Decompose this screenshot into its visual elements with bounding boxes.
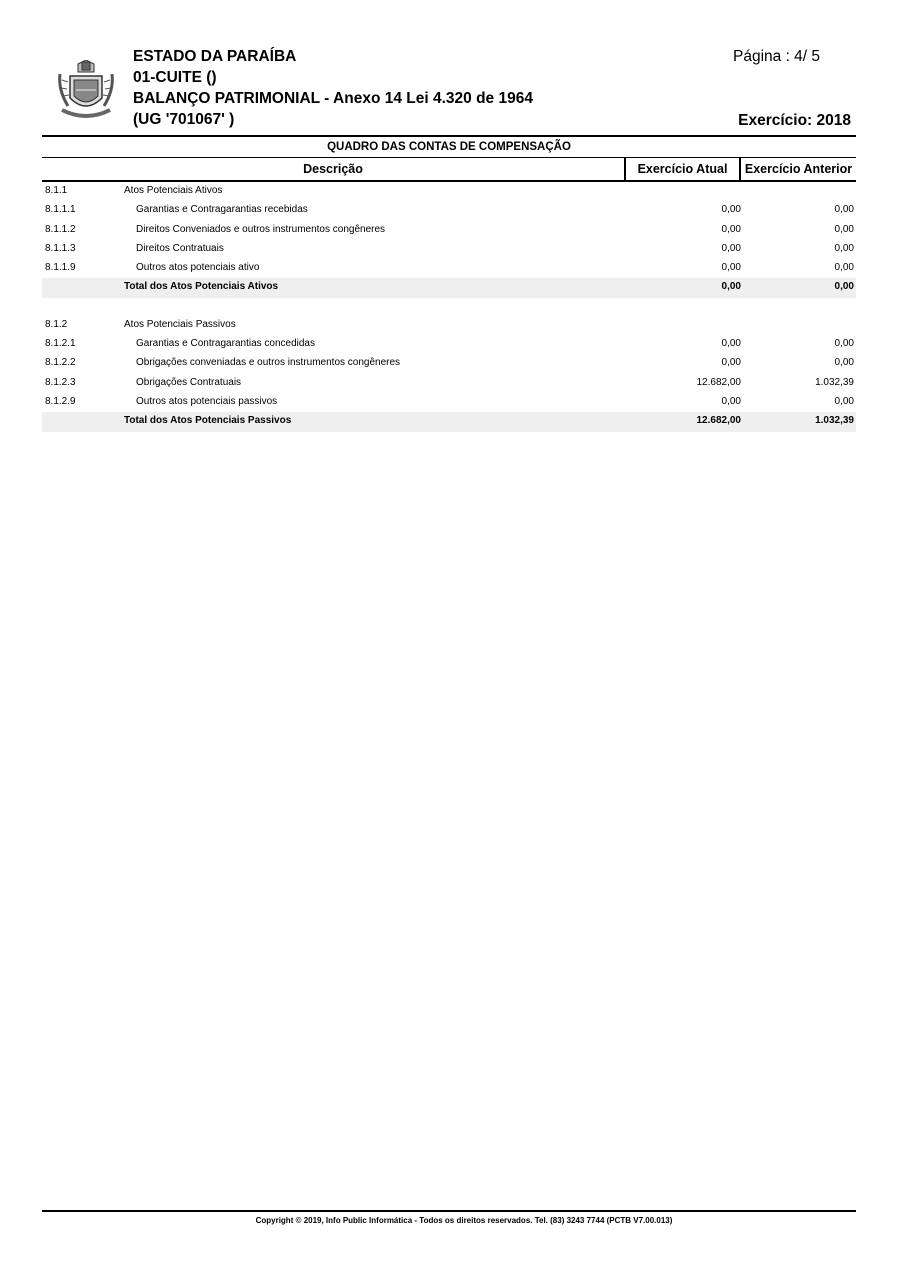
account-description: Obrigações conveniadas e outros instrumentos congêneres — [136, 357, 401, 369]
previous-value: 0,00 — [834, 395, 854, 407]
account-description: Garantias e Contragarantias recebidas — [136, 204, 308, 216]
copyright-notice: Copyright © 2019, Info Public Informática - Todos os direitos reservados. Tel. (83) 3243 7744 (PCTB V7.00.013) — [255, 1216, 673, 1225]
account-code: 8.1.1.1 — [45, 204, 76, 216]
account-description: Total dos Atos Potenciais Ativos — [124, 281, 279, 293]
column-header-current: Exercício Atual — [637, 162, 728, 176]
unit-code: (UG '701067' ) — [133, 111, 235, 128]
entity-name: 01-CUITE () — [133, 69, 217, 86]
current-value: 12.682,00 — [696, 376, 741, 388]
previous-value: 0,00 — [834, 223, 854, 235]
previous-value: 0,00 — [834, 242, 854, 254]
table-row — [42, 201, 856, 220]
account-code: 8.1.1.2 — [45, 223, 76, 235]
account-code: 8.1.2.9 — [45, 395, 76, 407]
footer-divider — [42, 1210, 856, 1212]
account-description: Obrigações Contratuais — [136, 376, 242, 388]
previous-value: 0,00 — [834, 262, 854, 274]
report-title: BALANÇO PATRIMONIAL - Anexo 14 Lei 4.320 de 1964 — [133, 90, 533, 107]
account-description: Garantias e Contragarantias concedidas — [136, 338, 315, 350]
account-description: Outros atos potenciais ativo — [136, 262, 260, 274]
total-row — [42, 278, 856, 297]
spacer-row — [42, 298, 856, 316]
current-value: 0,00 — [721, 357, 741, 369]
accounts-table — [42, 182, 856, 432]
account-code: 8.1.2.3 — [45, 376, 76, 388]
account-code: 8.1.2.2 — [45, 357, 76, 369]
account-code: 8.1.2.1 — [45, 338, 76, 350]
account-code: 8.1.1.9 — [45, 262, 76, 274]
table-row — [42, 374, 856, 393]
previous-value: 1.032,39 — [815, 415, 854, 427]
previous-value: 0,00 — [834, 338, 854, 350]
previous-value: 0,00 — [834, 281, 854, 293]
current-value: 0,00 — [721, 204, 741, 216]
header-divider — [42, 135, 856, 137]
table-row — [42, 240, 856, 259]
current-value: 0,00 — [721, 338, 741, 350]
account-description: Atos Potenciais Ativos — [124, 185, 223, 196]
previous-value: 0,00 — [834, 204, 854, 216]
coat-of-arms-icon — [56, 60, 116, 120]
account-description: Direitos Conveniados e outros instrumentos congêneres — [136, 223, 386, 235]
account-description: Outros atos potenciais passivos — [136, 395, 278, 407]
column-separator — [624, 157, 626, 181]
section-divider — [42, 157, 856, 158]
column-header-description: Descrição — [303, 162, 363, 176]
current-value: 0,00 — [721, 281, 741, 293]
column-separator — [739, 157, 741, 181]
current-value: 0,00 — [721, 262, 741, 274]
table-row — [42, 393, 856, 412]
account-description: Total dos Atos Potenciais Passivos — [124, 415, 292, 427]
current-value: 0,00 — [721, 223, 741, 235]
table-row — [42, 259, 856, 278]
section-title: QUADRO DAS CONTAS DE COMPENSAÇÃO — [327, 141, 571, 153]
column-header-previous: Exercício Anterior — [744, 162, 853, 176]
table-row — [42, 316, 856, 335]
current-value: 0,00 — [721, 395, 741, 407]
account-code: 8.1.1.3 — [45, 242, 76, 254]
exercise-year: Exercício: 2018 — [738, 112, 851, 129]
total-row — [42, 412, 856, 431]
account-description: Atos Potenciais Passivos — [124, 318, 236, 330]
page-number: Página : 4/ 5 — [733, 48, 821, 65]
current-value: 0,00 — [721, 242, 741, 254]
previous-value: 0,00 — [834, 357, 854, 369]
account-code: 8.1.2 — [45, 318, 68, 330]
table-row — [42, 335, 856, 354]
account-code: 8.1.1 — [45, 185, 68, 196]
table-row — [42, 221, 856, 240]
previous-value: 1.032,39 — [815, 376, 854, 388]
account-description: Direitos Contratuais — [136, 242, 224, 254]
table-row — [42, 354, 856, 373]
state-title: ESTADO DA PARAÍBA — [133, 48, 297, 65]
current-value: 12.682,00 — [696, 415, 741, 427]
table-row — [42, 182, 856, 201]
